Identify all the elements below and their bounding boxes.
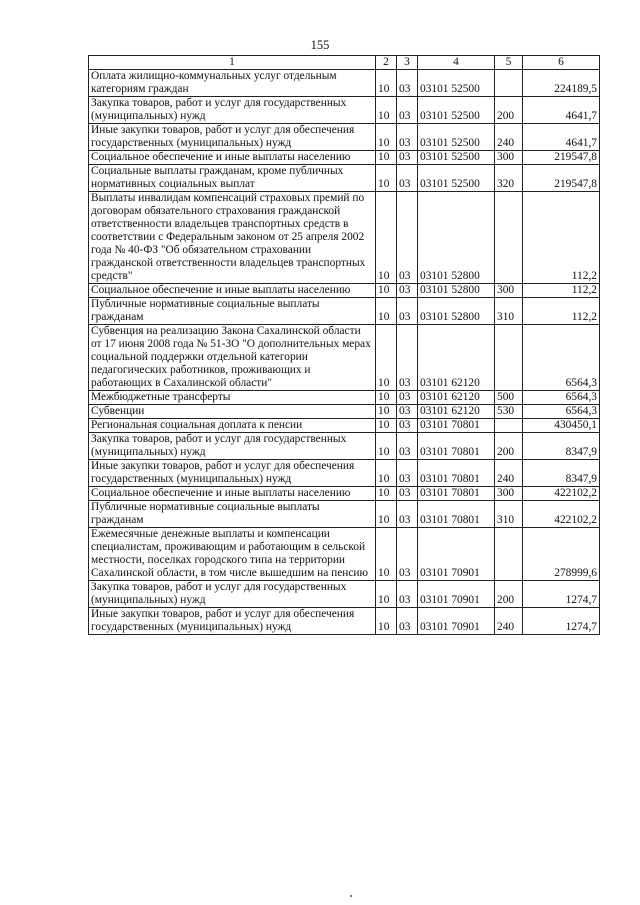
target-article-cell: 03101 52500 — [418, 97, 495, 124]
amount-cell: 8347,9 — [523, 433, 600, 460]
section-cell: 10 — [376, 487, 397, 501]
table-row — [89, 325, 600, 391]
table-row — [89, 487, 600, 501]
expense-type-cell: 310 — [495, 298, 523, 325]
table-row — [89, 608, 600, 635]
row-name-cell: Субвенции — [89, 405, 376, 419]
target-article-cell: 03101 52500 — [418, 151, 495, 165]
section-cell: 10 — [376, 433, 397, 460]
section-cell: 10 — [376, 124, 397, 151]
table-row — [89, 528, 600, 581]
target-article-cell: 03101 70901 — [418, 581, 495, 608]
table-row — [89, 165, 600, 192]
subsection-cell: 03 — [397, 487, 418, 501]
section-cell: 10 — [376, 298, 397, 325]
table-row — [89, 97, 600, 124]
amount-cell: 8347,9 — [523, 460, 600, 487]
section-cell: 10 — [376, 97, 397, 124]
target-article-cell: 03101 70901 — [418, 528, 495, 581]
section-cell: 10 — [376, 391, 397, 405]
section-cell: 10 — [376, 70, 397, 97]
expense-type-cell: 240 — [495, 460, 523, 487]
budget-table — [88, 55, 600, 635]
row-name-cell: Иные закупки товаров, работ и услуг для обеспечения государственных (муниципальных) нужд — [89, 124, 376, 151]
table-row — [89, 419, 600, 433]
subsection-cell: 03 — [397, 325, 418, 391]
column-header: 4 — [418, 56, 495, 70]
amount-cell: 112,2 — [523, 298, 600, 325]
table-header-row — [89, 56, 600, 70]
row-name-cell: Социальные выплаты гражданам, кроме публичных нормативных социальных выплат — [89, 165, 376, 192]
expense-type-cell: 500 — [495, 391, 523, 405]
table-row — [89, 284, 600, 298]
subsection-cell: 03 — [397, 284, 418, 298]
row-name-cell: Закупка товаров, работ и услуг для государственных (муниципальных) нужд — [89, 581, 376, 608]
table-row — [89, 405, 600, 419]
row-name-cell: Социальное обеспечение и иные выплаты населению — [89, 284, 376, 298]
section-cell: 10 — [376, 608, 397, 635]
amount-cell: 278999,6 — [523, 528, 600, 581]
row-name-cell: Оплата жилищно-коммунальных услуг отдельным категориям граждан — [89, 70, 376, 97]
amount-cell: 430450,1 — [523, 419, 600, 433]
target-article-cell: 03101 62120 — [418, 405, 495, 419]
subsection-cell: 03 — [397, 70, 418, 97]
subsection-cell: 03 — [397, 608, 418, 635]
column-header: 3 — [397, 56, 418, 70]
section-cell: 10 — [376, 284, 397, 298]
section-cell: 10 — [376, 419, 397, 433]
section-cell: 10 — [376, 581, 397, 608]
subsection-cell: 03 — [397, 298, 418, 325]
expense-type-cell: 200 — [495, 581, 523, 608]
row-name-cell: Иные закупки товаров, работ и услуг для обеспечения государственных (муниципальных) нужд — [89, 460, 376, 487]
subsection-cell: 03 — [397, 419, 418, 433]
row-name-cell: Ежемесячные денежные выплаты и компенсации специалистам, проживающим и работающим в сельской местности, поселках городского типа на территории Сахалинской области, в том числе вышедшим на пенсию — [89, 528, 376, 581]
section-cell: 10 — [376, 151, 397, 165]
target-article-cell: 03101 62120 — [418, 391, 495, 405]
row-name-cell: Публичные нормативные социальные выплаты гражданам — [89, 501, 376, 528]
expense-type-cell: 300 — [495, 487, 523, 501]
expense-type-cell — [495, 192, 523, 284]
expense-type-cell: 240 — [495, 124, 523, 151]
amount-cell: 219547,8 — [523, 151, 600, 165]
row-name-cell: Закупка товаров, работ и услуг для государственных (муниципальных) нужд — [89, 97, 376, 124]
subsection-cell: 03 — [397, 192, 418, 284]
column-header: 2 — [376, 56, 397, 70]
table-row — [89, 391, 600, 405]
expense-type-cell — [495, 528, 523, 581]
row-name-cell: Социальное обеспечение и иные выплаты населению — [89, 151, 376, 165]
table-row — [89, 151, 600, 165]
amount-cell: 1274,7 — [523, 581, 600, 608]
expense-type-cell: 320 — [495, 165, 523, 192]
subsection-cell: 03 — [397, 501, 418, 528]
subsection-cell: 03 — [397, 581, 418, 608]
target-article-cell: 03101 70801 — [418, 501, 495, 528]
section-cell: 10 — [376, 325, 397, 391]
row-name-cell: Межбюджетные трансферты — [89, 391, 376, 405]
scan-speck — [350, 895, 352, 897]
amount-cell: 219547,8 — [523, 165, 600, 192]
amount-cell: 6564,3 — [523, 391, 600, 405]
amount-cell: 6564,3 — [523, 405, 600, 419]
subsection-cell: 03 — [397, 405, 418, 419]
table-row — [89, 192, 600, 284]
table-row — [89, 460, 600, 487]
amount-cell: 112,2 — [523, 192, 600, 284]
target-article-cell: 03101 52500 — [418, 70, 495, 97]
amount-cell: 4641,7 — [523, 97, 600, 124]
section-cell: 10 — [376, 405, 397, 419]
subsection-cell: 03 — [397, 433, 418, 460]
expense-type-cell — [495, 419, 523, 433]
section-cell: 10 — [376, 501, 397, 528]
table-row — [89, 433, 600, 460]
expense-type-cell: 300 — [495, 284, 523, 298]
row-name-cell: Региональная социальная доплата к пенсии — [89, 419, 376, 433]
amount-cell: 1274,7 — [523, 608, 600, 635]
target-article-cell: 03101 70801 — [418, 487, 495, 501]
target-article-cell: 03101 52800 — [418, 298, 495, 325]
subsection-cell: 03 — [397, 124, 418, 151]
expense-type-cell: 240 — [495, 608, 523, 635]
table-row — [89, 298, 600, 325]
target-article-cell: 03101 62120 — [418, 325, 495, 391]
subsection-cell: 03 — [397, 391, 418, 405]
target-article-cell: 03101 70901 — [418, 608, 495, 635]
amount-cell: 422102,2 — [523, 501, 600, 528]
row-name-cell: Публичные нормативные социальные выплаты гражданам — [89, 298, 376, 325]
target-article-cell: 03101 70801 — [418, 460, 495, 487]
page-number: 155 — [310, 38, 330, 52]
target-article-cell: 03101 52500 — [418, 165, 495, 192]
target-article-cell: 03101 52800 — [418, 284, 495, 298]
expense-type-cell: 200 — [495, 97, 523, 124]
amount-cell: 6564,3 — [523, 325, 600, 391]
expense-type-cell: 300 — [495, 151, 523, 165]
row-name-cell: Субвенция на реализацию Закона Сахалинской области от 17 июня 2008 года № 51-ЗО "О дополнительных мерах социальной поддержки отдельной категории педагогических работников, проживающих и работающих в Сахалинской области" — [89, 325, 376, 391]
subsection-cell: 03 — [397, 528, 418, 581]
table-row — [89, 70, 600, 97]
amount-cell: 112,2 — [523, 284, 600, 298]
expense-type-cell: 310 — [495, 501, 523, 528]
target-article-cell: 03101 70801 — [418, 419, 495, 433]
table-row — [89, 501, 600, 528]
expense-type-cell — [495, 325, 523, 391]
subsection-cell: 03 — [397, 97, 418, 124]
column-header: 1 — [89, 56, 376, 70]
subsection-cell: 03 — [397, 165, 418, 192]
amount-cell: 224189,5 — [523, 70, 600, 97]
amount-cell: 4641,7 — [523, 124, 600, 151]
table-row — [89, 124, 600, 151]
row-name-cell: Выплаты инвалидам компенсаций страховых премий по договорам обязательного страхования гражданской ответственности владельцев транспортных средств в соответствии с Федеральным законом от 25 апреля 2002 года № 40-ФЗ "Об обязательном страховании гражданской ответственности владельцев транспортных средств" — [89, 192, 376, 284]
section-cell: 10 — [376, 528, 397, 581]
row-name-cell: Социальное обеспечение и иные выплаты населению — [89, 487, 376, 501]
subsection-cell: 03 — [397, 460, 418, 487]
expense-type-cell: 530 — [495, 405, 523, 419]
section-cell: 10 — [376, 460, 397, 487]
subsection-cell: 03 — [397, 151, 418, 165]
target-article-cell: 03101 52500 — [418, 124, 495, 151]
row-name-cell: Закупка товаров, работ и услуг для государственных (муниципальных) нужд — [89, 433, 376, 460]
table-row — [89, 581, 600, 608]
column-header: 6 — [523, 56, 600, 70]
target-article-cell: 03101 52800 — [418, 192, 495, 284]
section-cell: 10 — [376, 165, 397, 192]
target-article-cell: 03101 70801 — [418, 433, 495, 460]
row-name-cell: Иные закупки товаров, работ и услуг для обеспечения государственных (муниципальных) нужд — [89, 608, 376, 635]
expense-type-cell — [495, 70, 523, 97]
amount-cell: 422102,2 — [523, 487, 600, 501]
expense-type-cell: 200 — [495, 433, 523, 460]
section-cell: 10 — [376, 192, 397, 284]
column-header: 5 — [495, 56, 523, 70]
